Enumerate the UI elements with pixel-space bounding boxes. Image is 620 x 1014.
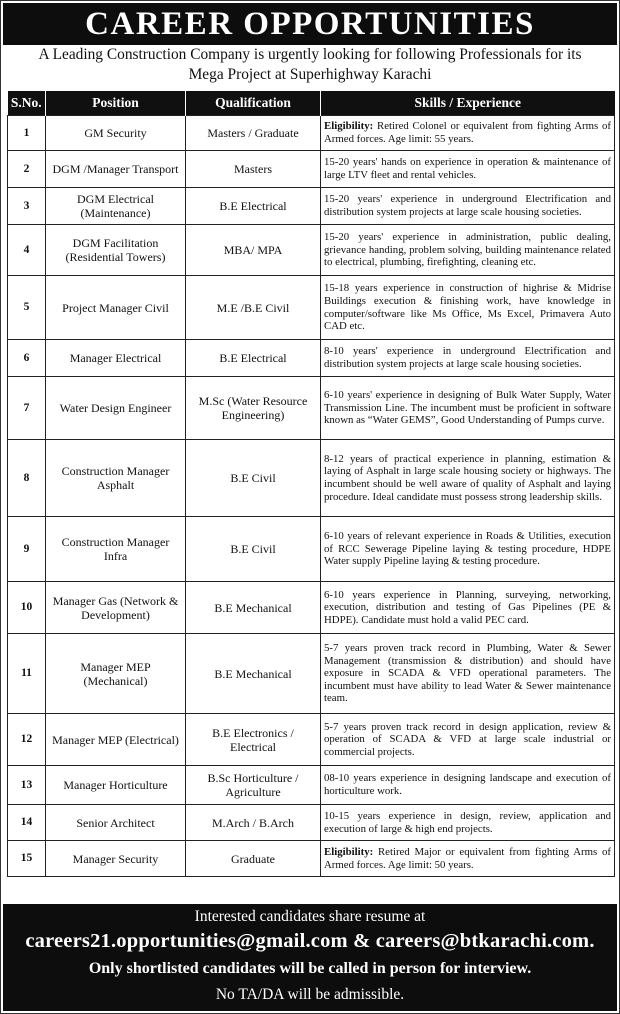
column-header-skills: Skills / Experience <box>321 91 615 116</box>
table-row <box>8 225 615 276</box>
row-position: Manager Electrical <box>46 340 186 377</box>
row-sno: 1 <box>8 116 46 151</box>
shortlist-notice: Only shortlisted candidates will be called in person for interview. <box>88 960 532 977</box>
row-sno: 12 <box>8 714 46 766</box>
contact-emails: careers21.opportunities@gmail.com & careers@btkarachi.com. <box>25 930 595 952</box>
column-header-position: Position <box>46 91 186 116</box>
row-qualification: Masters / Graduate <box>186 116 321 151</box>
table-row <box>8 151 615 188</box>
ta-da-notice: No TA/DA will be admissible. <box>215 986 405 1003</box>
row-skills: 5-7 years proven track record in design application, review & operation of SCADA & VFD at large scale industrial or commercial projects. <box>321 714 615 766</box>
row-skills: 8-10 years' experience in underground Electrification and distribution system projects at large scale housing societies. <box>321 340 615 377</box>
table-row <box>8 377 615 440</box>
row-qualification: Masters <box>186 151 321 188</box>
row-position: Project Manager Civil <box>46 276 186 340</box>
row-qualification: B.E Civil <box>186 440 321 517</box>
table-row <box>8 340 615 377</box>
table-row <box>8 805 615 841</box>
intro-text <box>11 45 609 85</box>
row-skills: 5-7 years proven track record in Plumbing, Water & Sewer Management (transmission & distribution) and should have exposure in SCADA & VFD operational parameters. The incumbent must have ability to lead Water & Sewer maintenance team. <box>321 634 615 714</box>
row-position: DGM Facilitation (Residential Towers) <box>46 225 186 276</box>
table-row <box>8 440 615 517</box>
row-skills <box>321 116 615 151</box>
row-position: DGM /Manager Transport <box>46 151 186 188</box>
intro-line-2: Mega Project at Superhighway Karachi <box>188 66 432 83</box>
table-row <box>8 766 615 805</box>
table-row <box>8 582 615 634</box>
row-sno: 2 <box>8 151 46 188</box>
row-sno: 10 <box>8 582 46 634</box>
row-qualification: B.E Electronics / Electrical <box>186 714 321 766</box>
row-qualification: B.E Electrical <box>186 188 321 225</box>
row-skills-text: Retired Major or equivalent from fighting Arms of Armed forces. Age limit: 50 years. <box>324 845 611 871</box>
row-sno: 3 <box>8 188 46 225</box>
row-position: Manager MEP (Mechanical) <box>46 634 186 714</box>
row-position: Manager Horticulture <box>46 766 186 805</box>
row-skills: 10-15 years experience in design, review, application and execution of large & high end projects. <box>321 805 615 841</box>
row-skills: 8-12 years of practical experience in planning, estimation & laying of Asphalt in large scale housing society or highways. The incumbent should be well aware of quality of Asphalt and laying procedure. Ideal candidate must possess strong leadership skills. <box>321 440 615 517</box>
row-sno: 7 <box>8 377 46 440</box>
positions-table <box>7 91 615 877</box>
footer-banner <box>3 904 617 1011</box>
table-row <box>8 517 615 582</box>
row-sno: 4 <box>8 225 46 276</box>
row-position: DGM Electrical (Maintenance) <box>46 188 186 225</box>
row-skills: 15-20 years' hands on experience in operation & maintenance of large LTV fleet and rental vehicles. <box>321 151 615 188</box>
row-skills: 6-10 years of relevant experience in Roads & Utilities, execution of RCC Sewerage Pipeline laying & testing procedure, HDPE Water supply Pipeline laying & testing procedure. <box>321 517 615 582</box>
row-qualification: B.E Mechanical <box>186 634 321 714</box>
row-position: Manager Gas (Network & Development) <box>46 582 186 634</box>
row-qualification: MBA/ MPA <box>186 225 321 276</box>
row-skills: 6-10 years' experience in designing of Bulk Water Supply, Water Transmission Line. The incumbent must be proficient in software known as “Water GEMS”, Good Understanding of Pumps curve. <box>321 377 615 440</box>
column-header-qualification: Qualification <box>186 91 321 116</box>
row-skills: 6-10 years experience in Planning, surveying, networking, execution, distribution and testing of Gas Pipelines (PE & HDPE). Candidate must hold a valid PEC card. <box>321 582 615 634</box>
row-sno: 15 <box>8 841 46 877</box>
page-title: CAREER OPPORTUNITIES <box>85 5 535 42</box>
table-row <box>8 188 615 225</box>
table-row <box>8 276 615 340</box>
row-qualification: B.E Civil <box>186 517 321 582</box>
eligibility-label: Eligibility: <box>324 845 374 858</box>
row-sno: 6 <box>8 340 46 377</box>
row-position: Senior Architect <box>46 805 186 841</box>
row-skills: 08-10 years experience in designing landscape and execution of horticulture work. <box>321 766 615 805</box>
row-position: Construction Manager Infra <box>46 517 186 582</box>
row-qualification: B.E Electrical <box>186 340 321 377</box>
row-position: Water Design Engineer <box>46 377 186 440</box>
row-qualification: Graduate <box>186 841 321 877</box>
table-row <box>8 841 615 877</box>
row-position: GM Security <box>46 116 186 151</box>
row-position: Construction Manager Asphalt <box>46 440 186 517</box>
row-sno: 14 <box>8 805 46 841</box>
row-sno: 8 <box>8 440 46 517</box>
row-qualification: B.E Mechanical <box>186 582 321 634</box>
row-sno: 11 <box>8 634 46 714</box>
row-sno: 9 <box>8 517 46 582</box>
row-skills: 15-18 years experience in construction of highrise & Midrise Buildings execution & finishing work, have knowledge in computer/software like Ms Office, Ms Excel, Primavera Auto CAD etc. <box>321 276 615 340</box>
row-sno: 5 <box>8 276 46 340</box>
column-header-sno: S.No. <box>8 91 46 116</box>
table-row <box>8 634 615 714</box>
eligibility-label: Eligibility: <box>324 120 374 133</box>
row-qualification: M.Arch / B.Arch <box>186 805 321 841</box>
footer-instructions: Interested candidates share resume at <box>194 908 426 925</box>
row-qualification: M.Sc (Water Resource Engineering) <box>186 377 321 440</box>
row-skills: 15-20 years' experience in underground Electrification and distribution system projects at large scale housing societies. <box>321 188 615 225</box>
table-header-row <box>8 91 615 116</box>
row-qualification: B.Sc Horticulture / Agriculture <box>186 766 321 805</box>
title-banner <box>3 3 617 45</box>
table-row <box>8 714 615 766</box>
row-sno: 13 <box>8 766 46 805</box>
row-skills <box>321 841 615 877</box>
row-position: Manager Security <box>46 841 186 877</box>
intro-line-1: A Leading Construction Company is urgently looking for following Professionals for its <box>38 46 582 63</box>
table-row <box>8 116 615 151</box>
row-qualification: M.E /B.E Civil <box>186 276 321 340</box>
row-position: Manager MEP (Electrical) <box>46 714 186 766</box>
row-skills-text: Retired Colonel or equivalent from fighting Arms of Armed forces. Age limit: 55 years. <box>324 120 611 145</box>
row-skills: 15-20 years' experience in administration, public dealing, grievance handing, problem solving, building maintenance related to electrical, plumbing, firefighting, cleaning etc. <box>321 225 615 276</box>
